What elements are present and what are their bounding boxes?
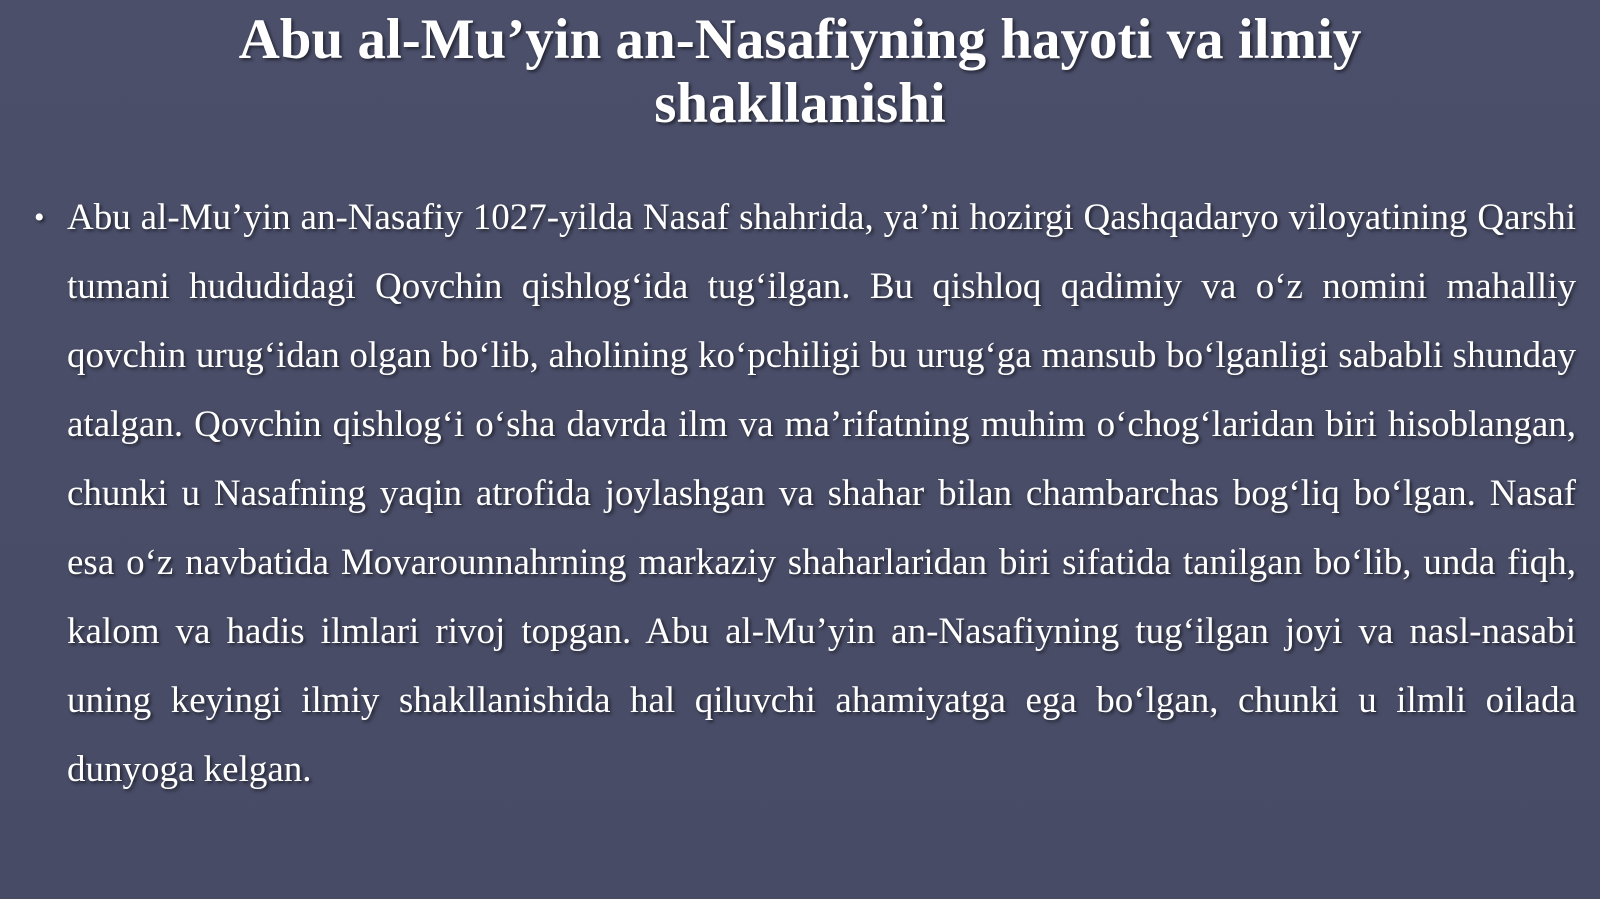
slide-content <box>34 183 1576 804</box>
bullet-item <box>34 183 1576 804</box>
slide-title: Abu al-Mu’yin an-Nasafiyning hayoti va ilmiy shakllanishi <box>238 8 1362 135</box>
bullet-paragraph: Abu al-Mu’yin an-Nasafiy 1027-yilda Nasaf shahrida, ya’ni hozirgi Qashqadaryo viloyatining Qarshi tumani hududidagi Qovchin qishlog‘ida tug‘ilgan. Bu qishloq qadimiy va o‘z nomini mahalliy qovchin urug‘idan olgan bo‘lib, aholining ko‘pchiligi bu urug‘ga mansub bo‘lganligi sababli shunday atalgan. Qovchin qishlog‘i o‘sha davrda ilm va ma’rifatning muhim o‘chog‘laridan biri hisoblangan, chunki u Nasafning yaqin atrofida joylashgan va shahar bilan chambarchas bog‘liq bo‘lgan. Nasaf esa o‘z navbatida Movarounnahrning markaziy shaharlaridan biri sifatida tanilgan bo‘lib, unda fiqh, kalom va hadis ilmlari rivoj topgan. Abu al-Mu’yin an-Nasafiyning tug‘ilgan joyi va nasl-nasabi uning keyingi ilmiy shakllanishida hal qiluvchi ahamiyatga ega bo‘lgan, chunki u ilmli oilada dunyoga kelgan. <box>67 197 1576 790</box>
bullet-icon: • <box>34 201 45 234</box>
